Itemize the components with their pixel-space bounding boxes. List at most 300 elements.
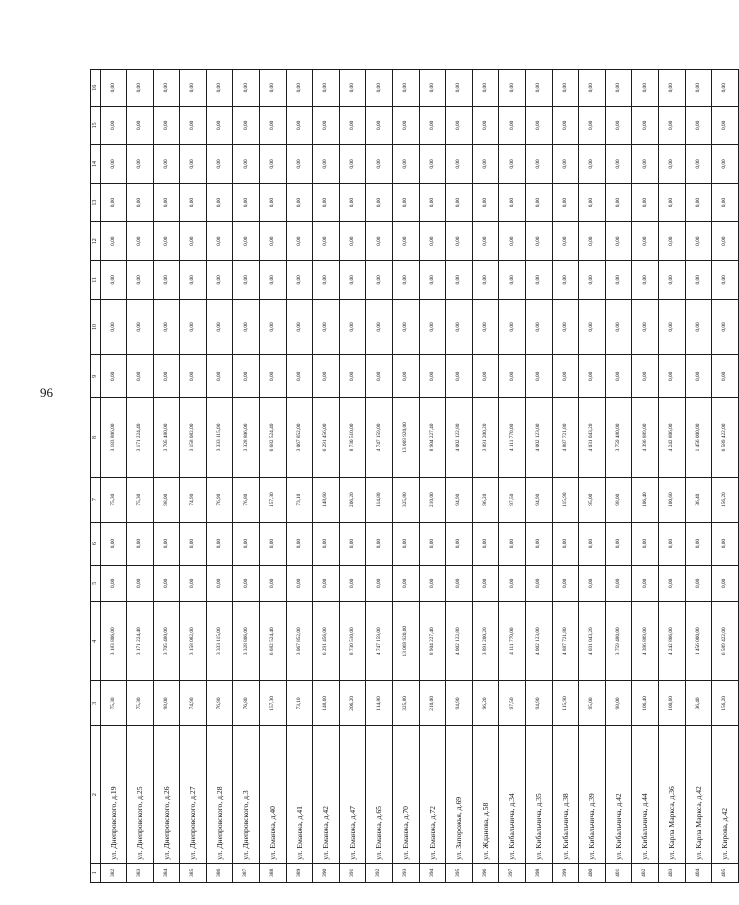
value-cell: 75,30 bbox=[100, 477, 127, 522]
value-cell: 157,30 bbox=[260, 681, 287, 726]
value-cell: 0,00 bbox=[153, 222, 180, 261]
value-cell: 0,00 bbox=[605, 183, 632, 222]
value-cell: 75,30 bbox=[127, 681, 154, 726]
value-cell: 0,00 bbox=[632, 565, 659, 601]
value-cell: 0,00 bbox=[632, 299, 659, 355]
value-cell: 0,00 bbox=[658, 145, 685, 184]
value-cell: 3 158 082,00 bbox=[180, 602, 207, 681]
value-cell: 4 002 123,00 bbox=[526, 602, 553, 681]
value-cell: 0,00 bbox=[127, 299, 154, 355]
value-cell: 36,40 bbox=[685, 477, 712, 522]
value-cell: 0,00 bbox=[286, 261, 313, 300]
value-cell: 0,00 bbox=[153, 299, 180, 355]
value-cell: 3 158 082,00 bbox=[180, 398, 207, 477]
value-cell: 0,00 bbox=[605, 522, 632, 565]
value-cell: 95,00 bbox=[579, 477, 606, 522]
value-cell: 156,20 bbox=[712, 681, 739, 726]
value-cell: 0,00 bbox=[339, 183, 366, 222]
column-number-header: 7 bbox=[91, 477, 101, 522]
value-cell: 0,00 bbox=[526, 355, 553, 398]
value-cell: 0,00 bbox=[419, 222, 446, 261]
value-cell: 0,00 bbox=[286, 565, 313, 601]
value-cell: 0,00 bbox=[605, 299, 632, 355]
value-cell: 3 183 806,00 bbox=[100, 602, 127, 681]
row-number-cell: 391 bbox=[339, 863, 366, 882]
value-cell: 0,00 bbox=[339, 70, 366, 107]
value-cell: 0,00 bbox=[446, 145, 473, 184]
value-cell: 0,00 bbox=[313, 145, 340, 184]
row-number-cell: 398 bbox=[526, 863, 553, 882]
value-cell: 94,90 bbox=[446, 477, 473, 522]
value-cell: 0,00 bbox=[180, 261, 207, 300]
value-cell: 0,00 bbox=[499, 145, 526, 184]
value-cell: 0,00 bbox=[153, 70, 180, 107]
table-row bbox=[260, 70, 287, 883]
column-number-header: 2 bbox=[91, 726, 101, 863]
value-cell: 0,00 bbox=[658, 565, 685, 601]
value-cell: 0,00 bbox=[206, 522, 233, 565]
value-cell: 3 705 480,00 bbox=[153, 398, 180, 477]
value-cell: 0,00 bbox=[552, 261, 579, 300]
table-row bbox=[419, 70, 446, 883]
column-number-header: 15 bbox=[91, 106, 101, 145]
value-cell: 8 904 227,40 bbox=[419, 398, 446, 477]
value-cell: 0,00 bbox=[658, 70, 685, 107]
value-cell: 4 242 806,00 bbox=[658, 398, 685, 477]
value-cell: 74,90 bbox=[180, 477, 207, 522]
value-cell: 100,60 bbox=[658, 477, 685, 522]
value-cell: 0,00 bbox=[419, 565, 446, 601]
value-cell: 0,00 bbox=[366, 299, 393, 355]
value-cell: 0,00 bbox=[366, 145, 393, 184]
value-cell: 0,00 bbox=[605, 145, 632, 184]
value-cell: 0,00 bbox=[685, 299, 712, 355]
value-cell: 0,00 bbox=[180, 355, 207, 398]
value-cell: 0,00 bbox=[127, 565, 154, 601]
table-row bbox=[286, 70, 313, 883]
rotated-table-container bbox=[90, 69, 739, 883]
value-cell: 0,00 bbox=[100, 355, 127, 398]
value-cell: 94,90 bbox=[526, 477, 553, 522]
value-cell: 0,00 bbox=[313, 222, 340, 261]
value-cell: 0,00 bbox=[712, 565, 739, 601]
value-cell: 0,00 bbox=[499, 70, 526, 107]
value-cell: 0,00 bbox=[685, 70, 712, 107]
value-cell: 0,00 bbox=[313, 522, 340, 565]
value-cell: 0,00 bbox=[260, 222, 287, 261]
value-cell: 0,00 bbox=[393, 355, 420, 398]
address-cell: ул. Кибальчича, д.38 bbox=[552, 726, 579, 863]
value-cell: 148,60 bbox=[313, 477, 340, 522]
value-cell: 1 456 000,00 bbox=[685, 398, 712, 477]
value-cell: 0,00 bbox=[393, 145, 420, 184]
value-cell: 0,00 bbox=[127, 106, 154, 145]
value-cell: 0,00 bbox=[206, 70, 233, 107]
row-number-cell: 384 bbox=[153, 863, 180, 882]
value-cell: 0,00 bbox=[180, 145, 207, 184]
value-cell: 148,60 bbox=[313, 681, 340, 726]
value-cell: 210,00 bbox=[419, 477, 446, 522]
value-cell: 0,00 bbox=[685, 183, 712, 222]
value-cell: 0,00 bbox=[206, 145, 233, 184]
row-number-cell: 403 bbox=[658, 863, 685, 882]
value-cell: 0,00 bbox=[313, 183, 340, 222]
value-cell: 115,90 bbox=[552, 681, 579, 726]
value-cell: 0,00 bbox=[605, 106, 632, 145]
value-cell: 3 328 806,00 bbox=[233, 602, 260, 681]
value-cell: 0,00 bbox=[712, 183, 739, 222]
value-cell: 97,50 bbox=[499, 477, 526, 522]
value-cell: 0,00 bbox=[339, 261, 366, 300]
value-cell: 4 031 043,20 bbox=[579, 602, 606, 681]
value-cell: 0,00 bbox=[127, 70, 154, 107]
address-cell: ул. Днепровского, д.27 bbox=[180, 726, 207, 863]
address-cell: ул. Еманжа, д.65 bbox=[366, 726, 393, 863]
value-cell: 0,00 bbox=[685, 222, 712, 261]
value-cell: 0,00 bbox=[632, 145, 659, 184]
value-cell: 0,00 bbox=[419, 70, 446, 107]
table-row bbox=[180, 70, 207, 883]
value-cell: 0,00 bbox=[206, 355, 233, 398]
value-cell: 0,00 bbox=[206, 222, 233, 261]
value-cell: 0,00 bbox=[127, 222, 154, 261]
value-cell: 0,00 bbox=[366, 106, 393, 145]
value-cell: 0,00 bbox=[605, 565, 632, 601]
row-number-cell: 397 bbox=[499, 863, 526, 882]
value-cell: 0,00 bbox=[233, 261, 260, 300]
value-cell: 0,00 bbox=[632, 222, 659, 261]
value-cell: 4 111 770,00 bbox=[499, 398, 526, 477]
value-cell: 0,00 bbox=[579, 70, 606, 107]
value-cell: 0,00 bbox=[393, 261, 420, 300]
value-cell: 0,00 bbox=[712, 106, 739, 145]
value-cell: 0,00 bbox=[419, 106, 446, 145]
value-cell: 0,00 bbox=[446, 183, 473, 222]
value-cell: 0,00 bbox=[206, 565, 233, 601]
value-cell: 4 002 122,80 bbox=[446, 398, 473, 477]
address-cell: ул. Карла Маркса, д.36 bbox=[658, 726, 685, 863]
value-cell: 76,80 bbox=[233, 681, 260, 726]
value-cell: 3 333 115,00 bbox=[206, 398, 233, 477]
value-cell: 4 396 889,00 bbox=[632, 398, 659, 477]
value-cell: 0,00 bbox=[286, 183, 313, 222]
row-number-cell: 402 bbox=[632, 863, 659, 882]
value-cell: 0,00 bbox=[233, 522, 260, 565]
value-cell: 73,10 bbox=[286, 477, 313, 522]
value-cell: 98,00 bbox=[153, 681, 180, 726]
value-cell: 0,00 bbox=[499, 299, 526, 355]
column-number-header: 12 bbox=[91, 222, 101, 261]
value-cell: 4 031 043,20 bbox=[579, 398, 606, 477]
value-cell: 75,30 bbox=[127, 477, 154, 522]
value-cell: 0,00 bbox=[260, 565, 287, 601]
table-row bbox=[446, 70, 473, 883]
value-cell: 0,00 bbox=[446, 106, 473, 145]
value-cell: 6 682 524,40 bbox=[260, 398, 287, 477]
column-number-header: 4 bbox=[91, 602, 101, 681]
value-cell: 0,00 bbox=[366, 222, 393, 261]
value-cell: 0,00 bbox=[313, 106, 340, 145]
value-cell: 0,00 bbox=[127, 522, 154, 565]
value-cell: 325,80 bbox=[393, 477, 420, 522]
value-cell: 0,00 bbox=[526, 183, 553, 222]
value-cell: 0,00 bbox=[632, 106, 659, 145]
value-cell: 0,00 bbox=[153, 183, 180, 222]
table-row bbox=[153, 70, 180, 883]
value-cell: 0,00 bbox=[419, 355, 446, 398]
row-number-cell: 395 bbox=[446, 863, 473, 882]
value-cell: 96,20 bbox=[472, 681, 499, 726]
value-cell: 0,00 bbox=[472, 565, 499, 601]
value-cell: 0,00 bbox=[419, 299, 446, 355]
column-number-header: 14 bbox=[91, 145, 101, 184]
table-row bbox=[499, 70, 526, 883]
value-cell: 0,00 bbox=[393, 222, 420, 261]
row-number-cell: 389 bbox=[286, 863, 313, 882]
value-cell: 0,00 bbox=[446, 261, 473, 300]
value-cell: 0,00 bbox=[153, 565, 180, 601]
address-cell: ул. Кибальчича, д.35 bbox=[526, 726, 553, 863]
value-cell: 0,00 bbox=[658, 355, 685, 398]
value-cell: 0,00 bbox=[286, 355, 313, 398]
value-cell: 0,00 bbox=[685, 565, 712, 601]
value-cell: 0,00 bbox=[632, 261, 659, 300]
value-cell: 3 333 115,00 bbox=[206, 602, 233, 681]
value-cell: 0,00 bbox=[446, 565, 473, 601]
address-cell: ул. Еманжа, д.70 bbox=[393, 726, 420, 863]
value-cell: 95,00 bbox=[579, 681, 606, 726]
value-cell: 156,20 bbox=[712, 477, 739, 522]
value-cell: 0,00 bbox=[552, 355, 579, 398]
address-cell: ул. Кибальчича, д.42 bbox=[605, 726, 632, 863]
value-cell: 76,90 bbox=[206, 477, 233, 522]
value-cell: 98,00 bbox=[153, 477, 180, 522]
value-cell: 8 730 510,00 bbox=[339, 602, 366, 681]
value-cell: 0,00 bbox=[339, 222, 366, 261]
value-cell: 4 747 159,00 bbox=[366, 602, 393, 681]
table-row bbox=[339, 70, 366, 883]
value-cell: 0,00 bbox=[313, 565, 340, 601]
value-cell: 0,00 bbox=[393, 70, 420, 107]
value-cell: 0,00 bbox=[260, 145, 287, 184]
value-cell: 6 589 422,00 bbox=[712, 398, 739, 477]
value-cell: 4 887 721,80 bbox=[552, 602, 579, 681]
value-cell: 0,00 bbox=[526, 299, 553, 355]
value-cell: 0,00 bbox=[632, 183, 659, 222]
column-number-header: 5 bbox=[91, 565, 101, 601]
value-cell: 0,00 bbox=[658, 261, 685, 300]
address-cell: ул. Еманжа, д.41 bbox=[286, 726, 313, 863]
value-cell: 0,00 bbox=[233, 183, 260, 222]
value-cell: 0,00 bbox=[180, 522, 207, 565]
row-number-cell: 390 bbox=[313, 863, 340, 882]
value-cell: 98,00 bbox=[605, 477, 632, 522]
row-number-cell: 382 bbox=[100, 863, 127, 882]
row-number-cell: 386 bbox=[206, 863, 233, 882]
table-row bbox=[579, 70, 606, 883]
value-cell: 0,00 bbox=[286, 299, 313, 355]
value-cell: 4 887 721,80 bbox=[552, 398, 579, 477]
value-cell: 0,00 bbox=[233, 565, 260, 601]
address-cell: ул. Кибальчича, д.34 bbox=[499, 726, 526, 863]
value-cell: 0,00 bbox=[366, 261, 393, 300]
value-cell: 76,80 bbox=[233, 477, 260, 522]
value-cell: 0,00 bbox=[313, 355, 340, 398]
value-cell: 3 183 806,00 bbox=[100, 398, 127, 477]
value-cell: 0,00 bbox=[180, 106, 207, 145]
value-cell: 0,00 bbox=[632, 355, 659, 398]
value-cell: 0,00 bbox=[366, 183, 393, 222]
value-cell: 0,00 bbox=[233, 299, 260, 355]
value-cell: 0,00 bbox=[339, 145, 366, 184]
value-cell: 0,00 bbox=[499, 355, 526, 398]
value-cell: 114,80 bbox=[366, 681, 393, 726]
value-cell: 0,00 bbox=[712, 222, 739, 261]
value-cell: 0,00 bbox=[393, 522, 420, 565]
value-cell: 8 904 227,40 bbox=[419, 602, 446, 681]
value-cell: 0,00 bbox=[153, 261, 180, 300]
value-cell: 0,00 bbox=[712, 261, 739, 300]
value-cell: 3 759 480,00 bbox=[605, 398, 632, 477]
value-cell: 0,00 bbox=[419, 261, 446, 300]
column-number-header: 1 bbox=[91, 863, 101, 882]
value-cell: 0,00 bbox=[552, 565, 579, 601]
value-cell: 3 171 224,40 bbox=[127, 602, 154, 681]
value-cell: 0,00 bbox=[526, 222, 553, 261]
page-number: 96 bbox=[40, 385, 53, 400]
value-cell: 8 730 510,00 bbox=[339, 398, 366, 477]
value-cell: 0,00 bbox=[579, 299, 606, 355]
value-cell: 96,20 bbox=[472, 477, 499, 522]
row-number-cell: 400 bbox=[579, 863, 606, 882]
header-row bbox=[91, 70, 101, 883]
table-row bbox=[685, 70, 712, 883]
value-cell: 0,00 bbox=[446, 299, 473, 355]
row-number-cell: 399 bbox=[552, 863, 579, 882]
value-cell: 0,00 bbox=[685, 522, 712, 565]
value-cell: 3 328 806,00 bbox=[233, 398, 260, 477]
row-number-cell: 401 bbox=[605, 863, 632, 882]
column-number-header: 16 bbox=[91, 70, 101, 107]
value-cell: 0,00 bbox=[153, 106, 180, 145]
value-cell: 73,10 bbox=[286, 681, 313, 726]
value-cell: 4 111 770,00 bbox=[499, 602, 526, 681]
value-cell: 0,00 bbox=[180, 222, 207, 261]
address-cell: ул. Кибальчича, д.39 bbox=[579, 726, 606, 863]
value-cell: 114,80 bbox=[366, 477, 393, 522]
value-cell: 0,00 bbox=[339, 355, 366, 398]
value-cell: 0,00 bbox=[526, 261, 553, 300]
table-row bbox=[605, 70, 632, 883]
value-cell: 0,00 bbox=[286, 522, 313, 565]
value-cell: 0,00 bbox=[260, 106, 287, 145]
table-row bbox=[313, 70, 340, 883]
value-cell: 0,00 bbox=[579, 222, 606, 261]
value-cell: 0,00 bbox=[712, 355, 739, 398]
value-cell: 0,00 bbox=[579, 261, 606, 300]
value-cell: 94,90 bbox=[446, 681, 473, 726]
value-cell: 0,00 bbox=[552, 106, 579, 145]
address-cell: ул. Еманжа, д.72 bbox=[419, 726, 446, 863]
value-cell: 0,00 bbox=[605, 222, 632, 261]
value-cell: 0,00 bbox=[100, 70, 127, 107]
value-cell: 4 747 159,00 bbox=[366, 398, 393, 477]
value-cell: 0,00 bbox=[472, 106, 499, 145]
value-cell: 0,00 bbox=[180, 70, 207, 107]
value-cell: 1 456 000,00 bbox=[685, 602, 712, 681]
value-cell: 0,00 bbox=[472, 355, 499, 398]
value-cell: 0,00 bbox=[286, 106, 313, 145]
column-number-header: 11 bbox=[91, 261, 101, 300]
value-cell: 0,00 bbox=[658, 222, 685, 261]
value-cell: 0,00 bbox=[313, 70, 340, 107]
value-cell: 0,00 bbox=[605, 261, 632, 300]
value-cell: 0,00 bbox=[260, 355, 287, 398]
table-row bbox=[658, 70, 685, 883]
value-cell: 0,00 bbox=[127, 183, 154, 222]
value-cell: 0,00 bbox=[685, 261, 712, 300]
value-cell: 6 291 456,00 bbox=[313, 602, 340, 681]
value-cell: 0,00 bbox=[472, 183, 499, 222]
value-cell: 0,00 bbox=[180, 565, 207, 601]
value-cell: 6 589 422,00 bbox=[712, 602, 739, 681]
value-cell: 0,00 bbox=[233, 70, 260, 107]
table-row bbox=[526, 70, 553, 883]
value-cell: 74,90 bbox=[180, 681, 207, 726]
value-cell: 0,00 bbox=[100, 222, 127, 261]
value-cell: 0,00 bbox=[233, 355, 260, 398]
value-cell: 0,00 bbox=[206, 261, 233, 300]
value-cell: 0,00 bbox=[260, 299, 287, 355]
value-cell: 13 069 920,00 bbox=[393, 398, 420, 477]
value-cell: 4 396 889,00 bbox=[632, 602, 659, 681]
table-row bbox=[206, 70, 233, 883]
value-cell: 0,00 bbox=[419, 522, 446, 565]
value-cell: 0,00 bbox=[446, 70, 473, 107]
value-cell: 97,50 bbox=[499, 681, 526, 726]
address-cell: ул. Жданова, д.58 bbox=[472, 726, 499, 863]
value-cell: 0,00 bbox=[579, 106, 606, 145]
value-cell: 0,00 bbox=[552, 299, 579, 355]
value-cell: 0,00 bbox=[180, 183, 207, 222]
value-cell: 0,00 bbox=[472, 222, 499, 261]
row-number-cell: 388 bbox=[260, 863, 287, 882]
value-cell: 0,00 bbox=[526, 145, 553, 184]
value-cell: 0,00 bbox=[339, 522, 366, 565]
value-cell: 4 242 806,00 bbox=[658, 602, 685, 681]
value-cell: 0,00 bbox=[472, 70, 499, 107]
value-cell: 0,00 bbox=[685, 355, 712, 398]
value-cell: 0,00 bbox=[393, 106, 420, 145]
value-cell: 0,00 bbox=[472, 299, 499, 355]
value-cell: 0,00 bbox=[499, 183, 526, 222]
value-cell: 0,00 bbox=[100, 299, 127, 355]
value-cell: 0,00 bbox=[100, 261, 127, 300]
value-cell: 3 067 852,00 bbox=[286, 398, 313, 477]
address-cell: ул. Запорожья, д.69 bbox=[446, 726, 473, 863]
column-number-header: 3 bbox=[91, 681, 101, 726]
value-cell: 0,00 bbox=[526, 70, 553, 107]
row-number-cell: 383 bbox=[127, 863, 154, 882]
value-cell: 0,00 bbox=[526, 565, 553, 601]
value-cell: 0,00 bbox=[658, 183, 685, 222]
row-number-cell: 387 bbox=[233, 863, 260, 882]
value-cell: 100,60 bbox=[658, 681, 685, 726]
table-row bbox=[632, 70, 659, 883]
row-number-cell: 404 bbox=[685, 863, 712, 882]
value-cell: 0,00 bbox=[127, 145, 154, 184]
value-cell: 0,00 bbox=[180, 299, 207, 355]
